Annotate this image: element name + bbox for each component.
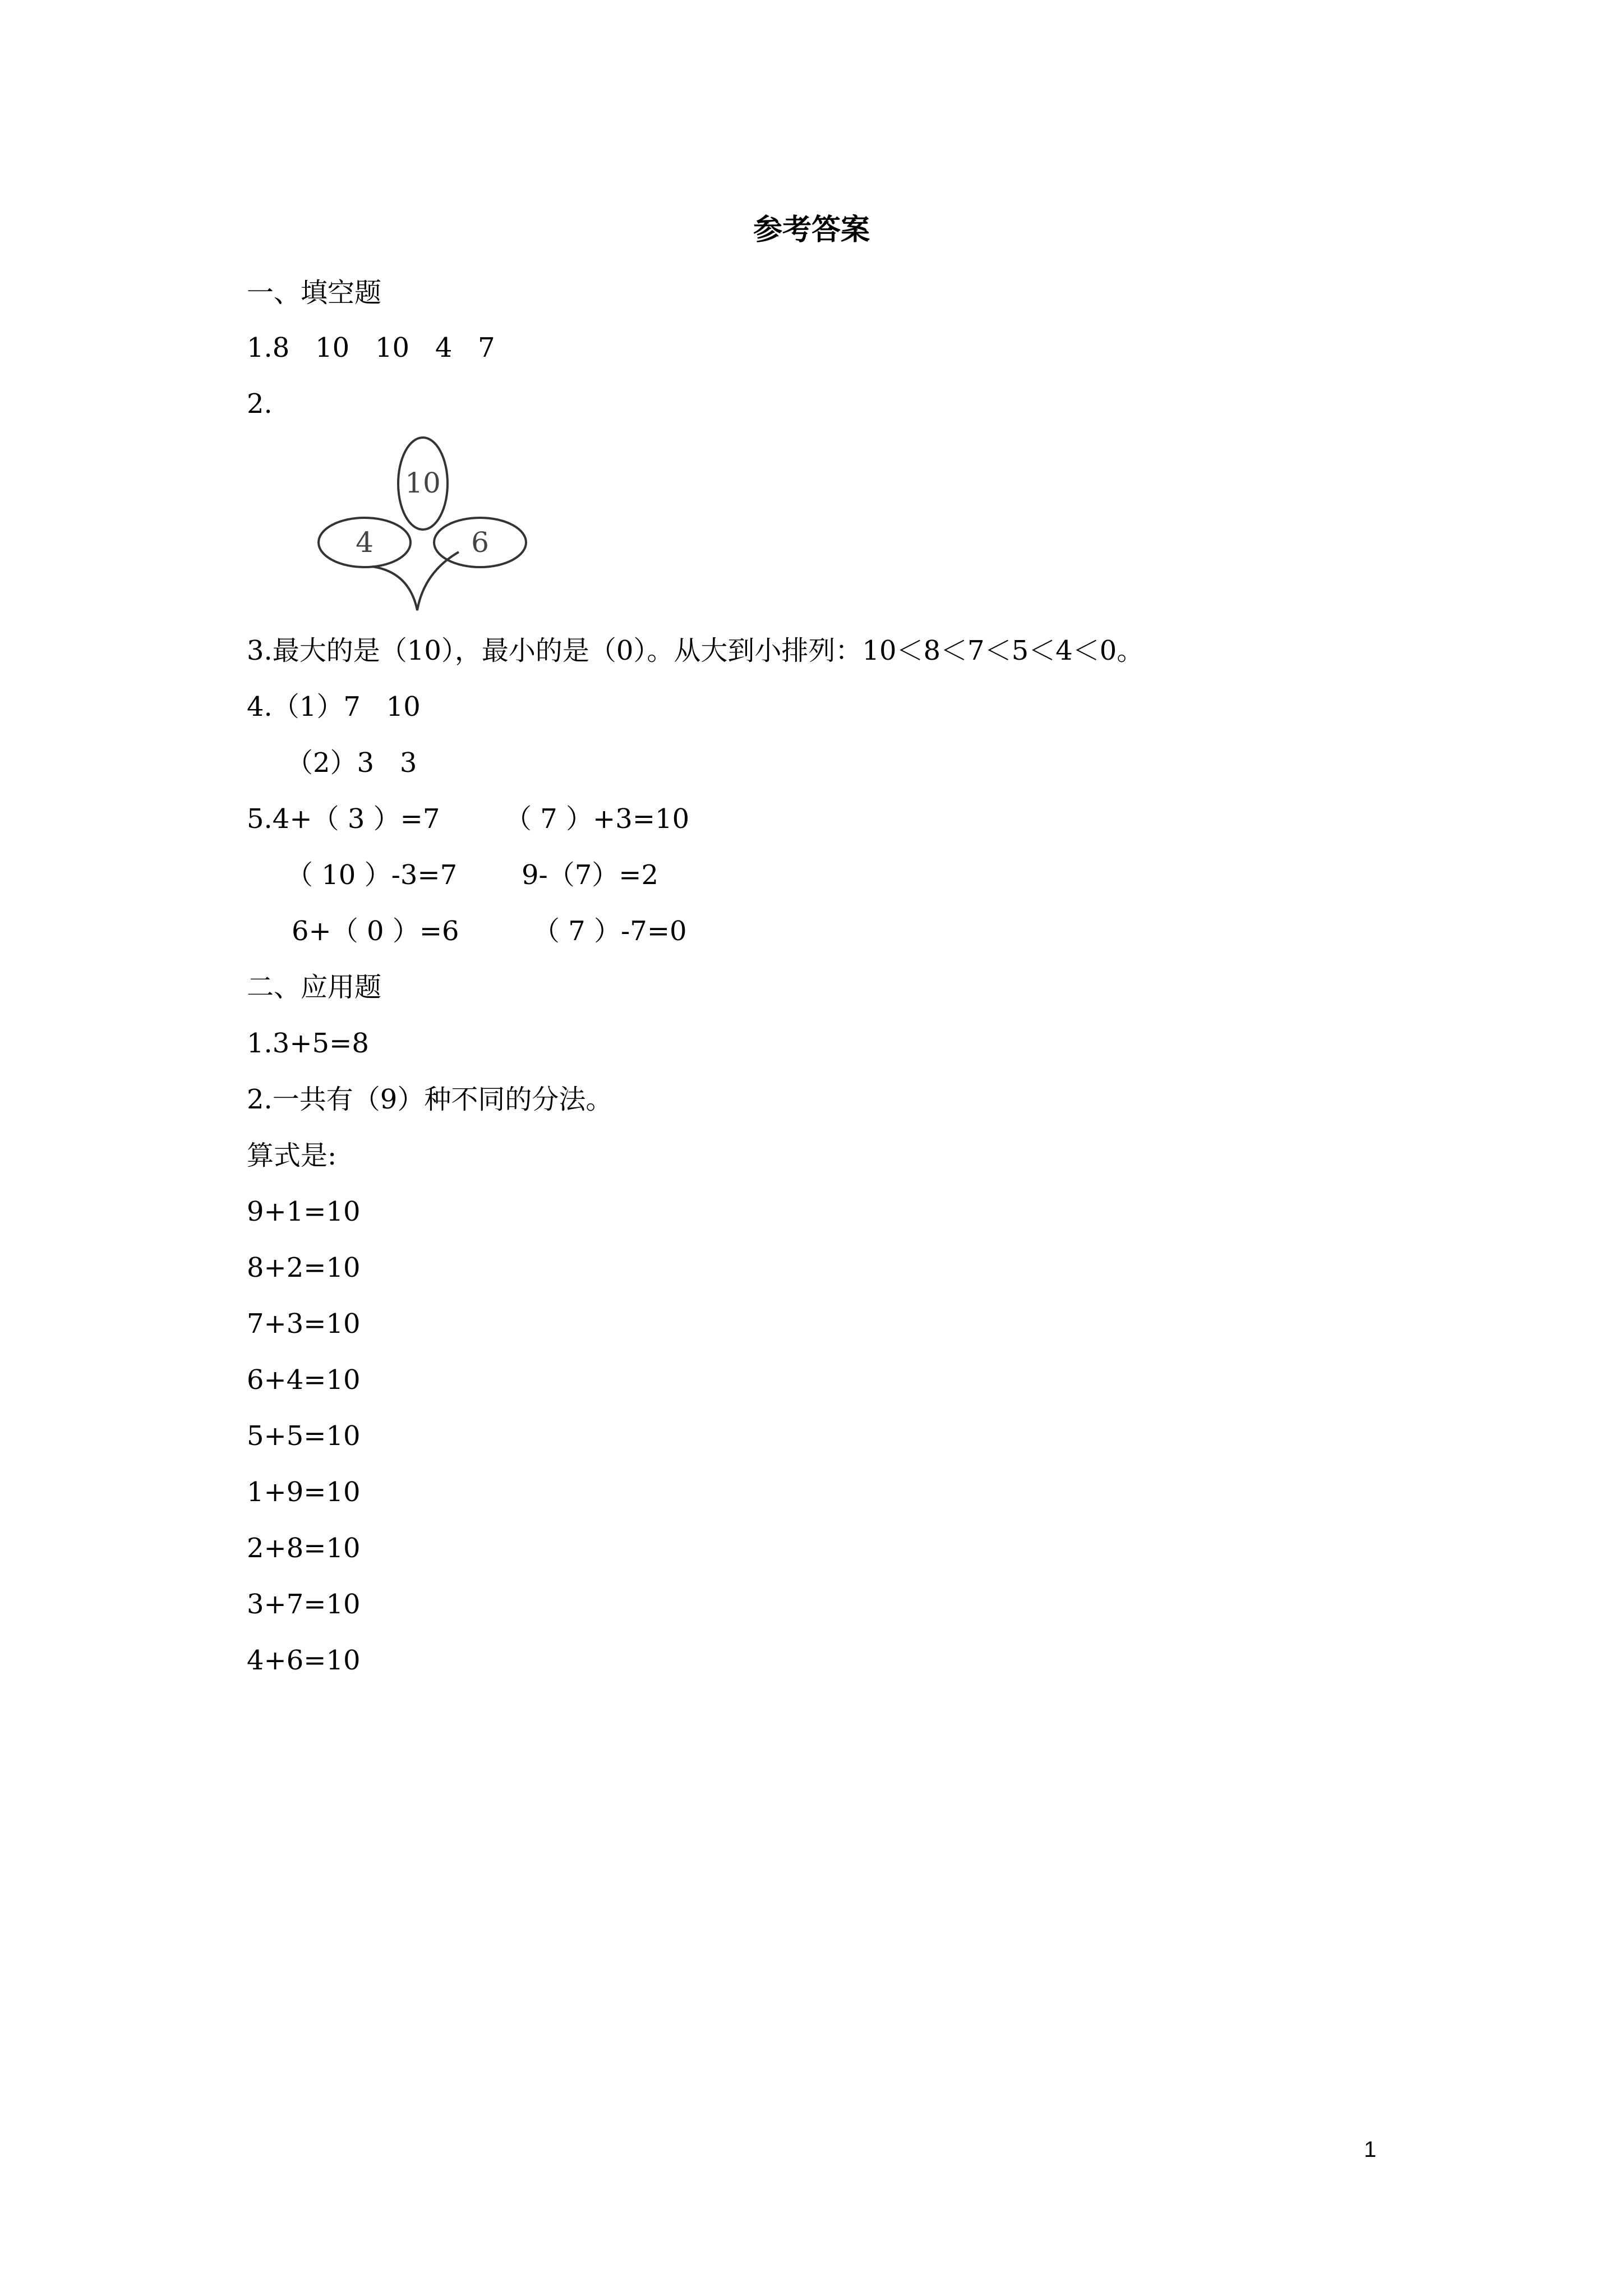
formula-line: 1+9=10 <box>247 1476 361 1508</box>
answer-2-1: 1.3+5=8 <box>247 1028 369 1059</box>
formula-line: 9+1=10 <box>247 1196 361 1227</box>
answer-1-5-row2-a: （ 10 ）-3=7 <box>286 859 458 891</box>
answer-1-5-row1-b: （ 7 ）+3=10 <box>505 803 690 835</box>
page-title: 参考答案 <box>753 213 870 247</box>
answer-1-2-label: 2. <box>247 388 273 420</box>
answer-1-5-row2-b: 9-（7）=2 <box>522 859 659 891</box>
answer-1-4-a: 4.（1）7 10 <box>247 691 421 723</box>
formula-line: 5+5=10 <box>247 1420 361 1452</box>
answer-1-5-row1-a: 5.4+（ 3 ）=7 <box>247 803 440 835</box>
right-number: 6 <box>471 526 489 559</box>
page-number: 1 <box>1364 2137 1377 2162</box>
answer-1-4-b: （2）3 3 <box>286 747 417 779</box>
top-number: 10 <box>405 467 441 499</box>
answer-1-1: 1.8 10 10 4 7 <box>247 332 495 364</box>
formula-line: 4+6=10 <box>247 1645 361 1676</box>
formula-line: 2+8=10 <box>247 1533 361 1564</box>
formula-line: 3+7=10 <box>247 1589 361 1620</box>
section-heading-application: 二、应用题 <box>247 972 382 1003</box>
formula-line: 8+2=10 <box>247 1252 361 1283</box>
formula-line: 7+3=10 <box>247 1308 361 1340</box>
answer-1-5-row3-b: （ 7 ）-7=0 <box>533 915 687 947</box>
answer-1-5-row3-a: 6+（ 0 ）=6 <box>292 915 459 947</box>
stem-curve <box>372 552 459 610</box>
number-split-diagram <box>314 432 538 617</box>
formula-label: 算式是: <box>247 1140 337 1171</box>
formula-line: 6+4=10 <box>247 1364 361 1396</box>
left-number: 4 <box>356 526 374 559</box>
section-heading-fill-blank: 一、填空题 <box>247 277 382 309</box>
answer-1-3: 3.最大的是（10），最小的是（0）。从大到小排列：10＜8＜7＜5＜4＜0。 <box>247 635 1144 666</box>
answer-2-2: 2.一共有（9）种不同的分法。 <box>247 1084 613 1115</box>
